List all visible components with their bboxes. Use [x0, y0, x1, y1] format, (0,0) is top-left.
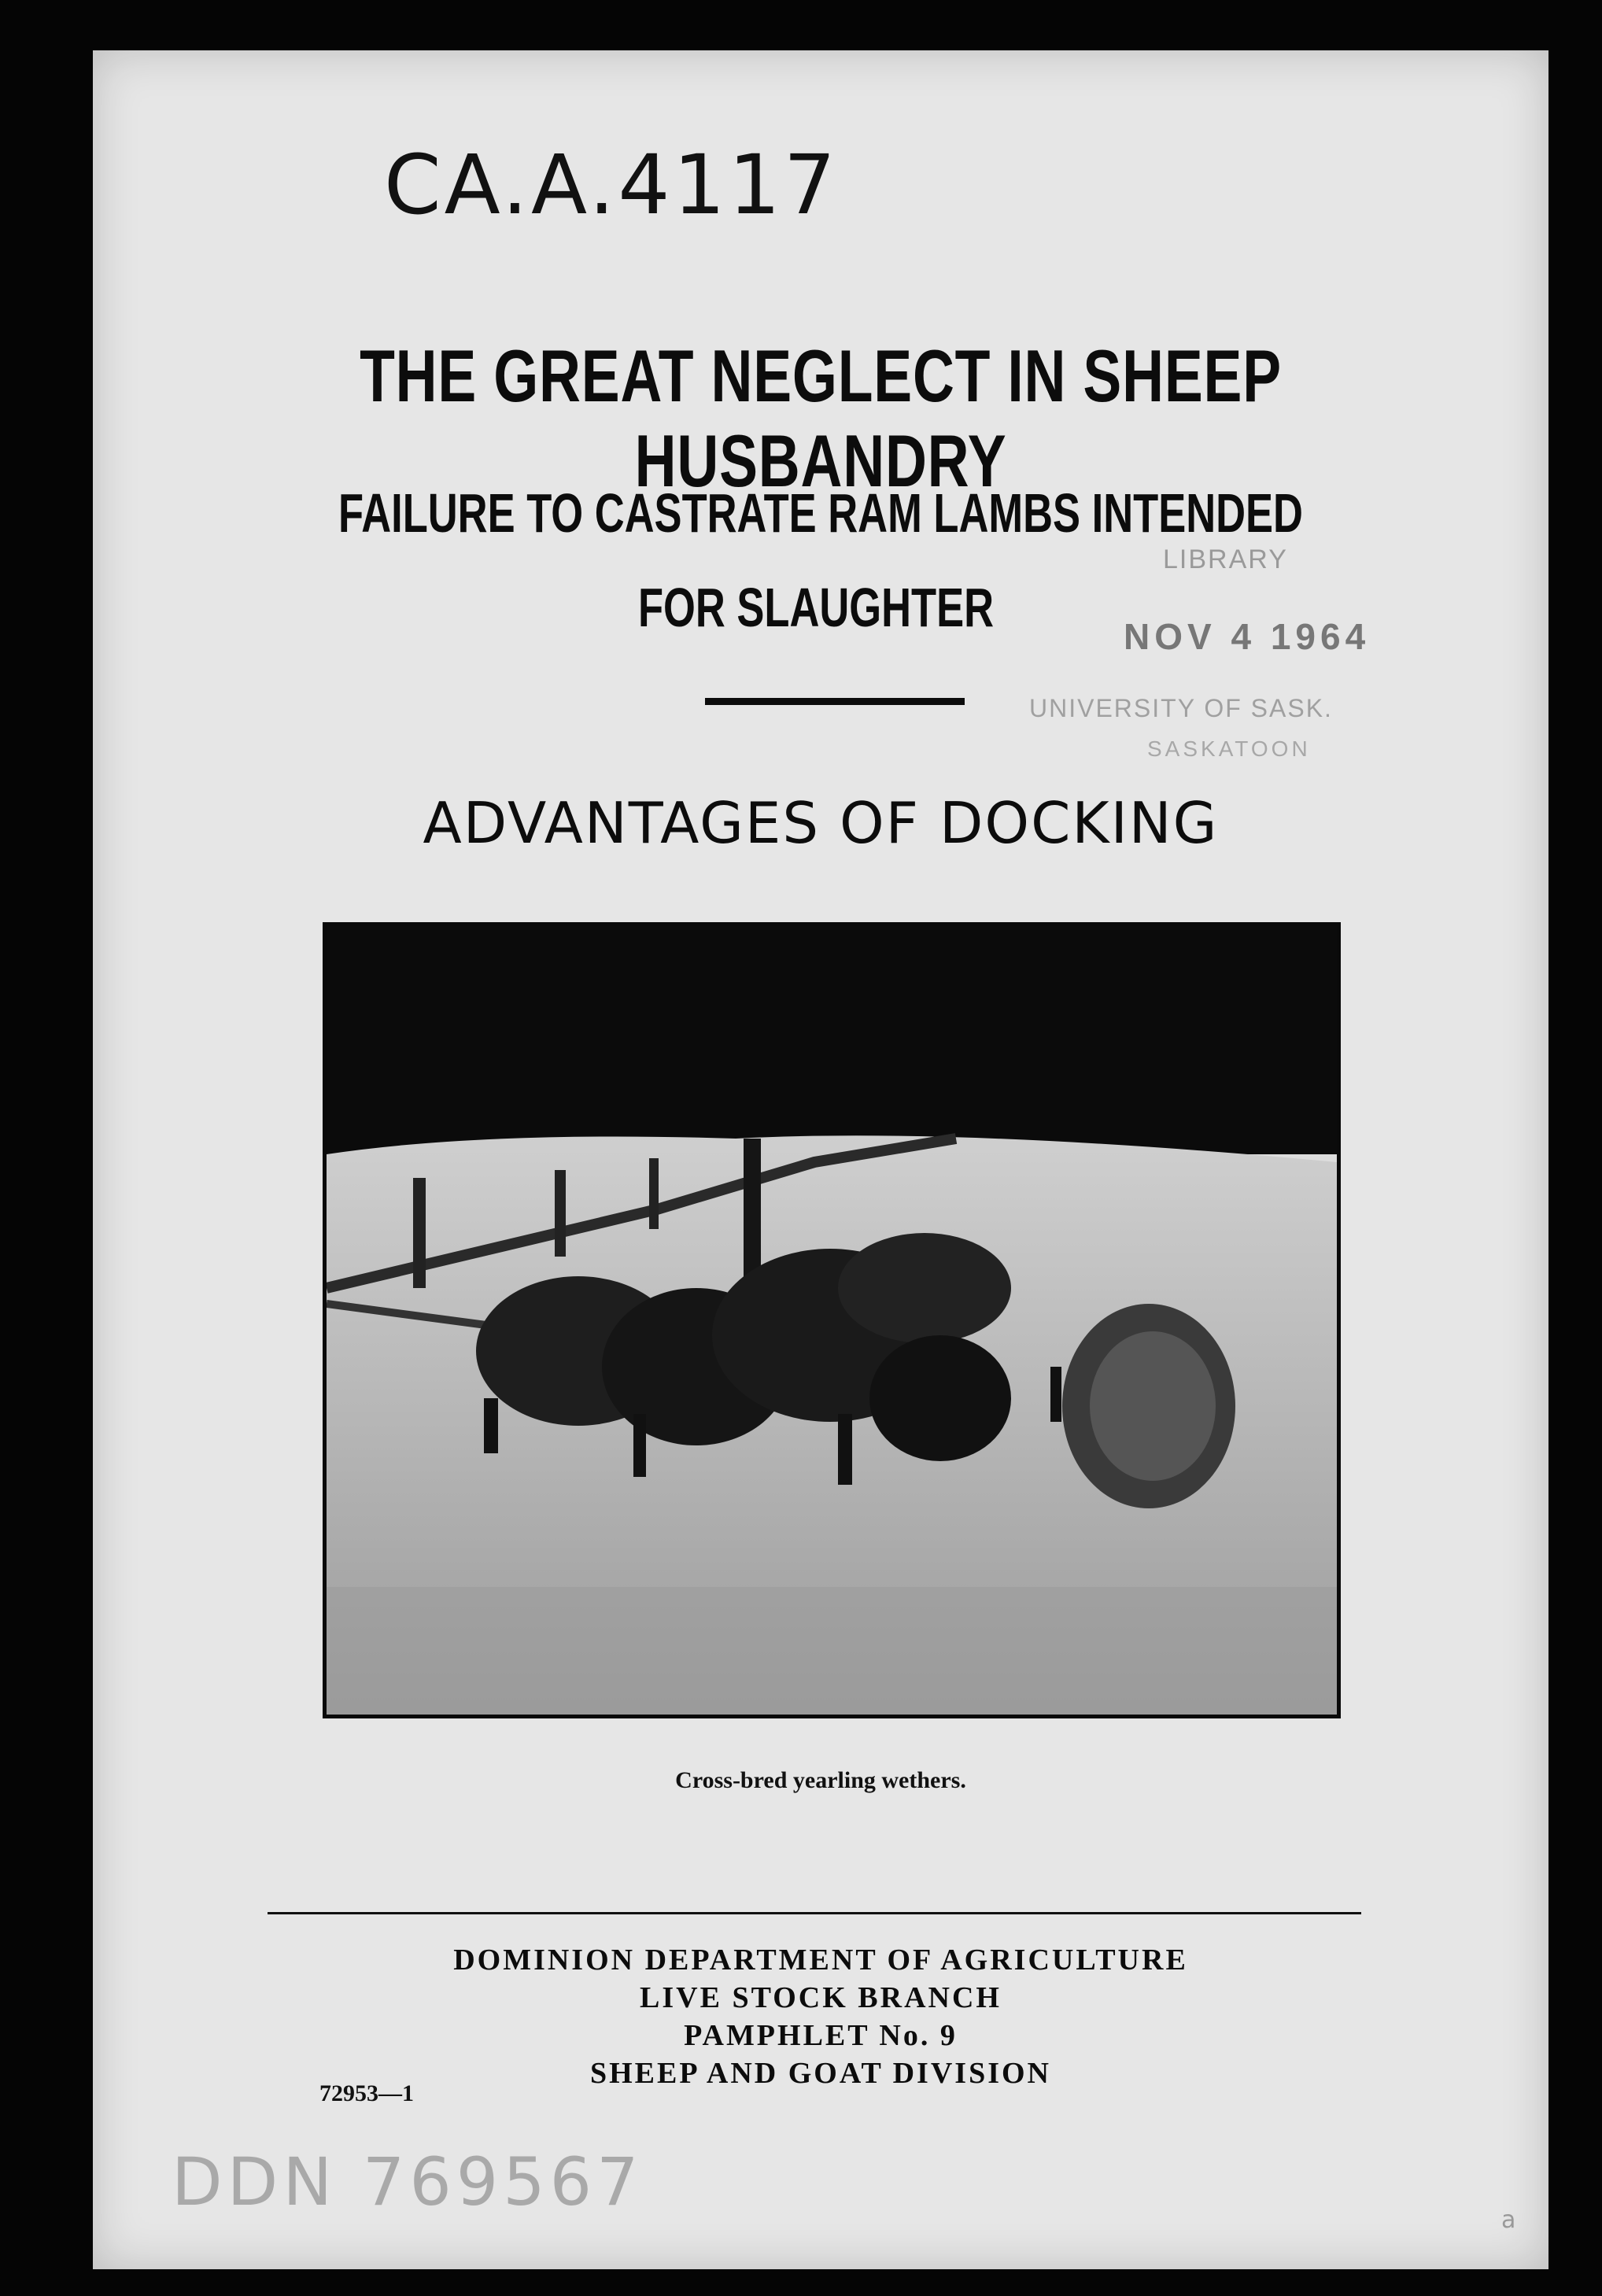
sheep-in-snow-illustration	[327, 926, 1337, 1715]
sheep-photo	[323, 922, 1341, 1718]
library-stamp-date: NOV 4 1964	[1124, 616, 1371, 657]
subtitle-line-2: FOR SLAUGHTER	[637, 577, 995, 638]
handwritten-catalogue-mark: DDN 769567	[172, 2143, 644, 2220]
page-title: THE GREAT NEGLECT IN SHEEP HUSBANDRY	[360, 334, 1282, 502]
library-stamp-city: SASKATOON	[1147, 736, 1311, 761]
footer-divider	[268, 1912, 1361, 1914]
handwritten-catalogue-id: CA.A.4117	[384, 137, 840, 233]
library-stamp-university: UNIVERSITY OF SASK.	[1029, 694, 1333, 722]
pamphlet-number: PAMPHLET No. 9	[684, 2019, 958, 2052]
division-name: SHEEP AND GOAT DIVISION	[589, 2057, 1051, 2090]
subtitle-line-1: FAILURE TO CASTRATE RAM LAMBS INTENDED	[338, 482, 1303, 544]
title-divider	[705, 698, 965, 705]
branch-name: LIVE STOCK BRANCH	[640, 1981, 1002, 2014]
pamphlet-cover-page	[93, 50, 1548, 2269]
print-number: 72953—1	[319, 2080, 414, 2106]
library-stamp-label: LIBRARY	[1163, 544, 1288, 574]
department-name: DOMINION DEPARTMENT OF AGRICULTURE	[453, 1943, 1188, 1977]
corner-mark: a	[1501, 2206, 1516, 2234]
section-heading: ADVANTAGES OF DOCKING	[423, 790, 1219, 856]
photo-caption: Cross-bred yearling wethers.	[675, 1767, 966, 1793]
